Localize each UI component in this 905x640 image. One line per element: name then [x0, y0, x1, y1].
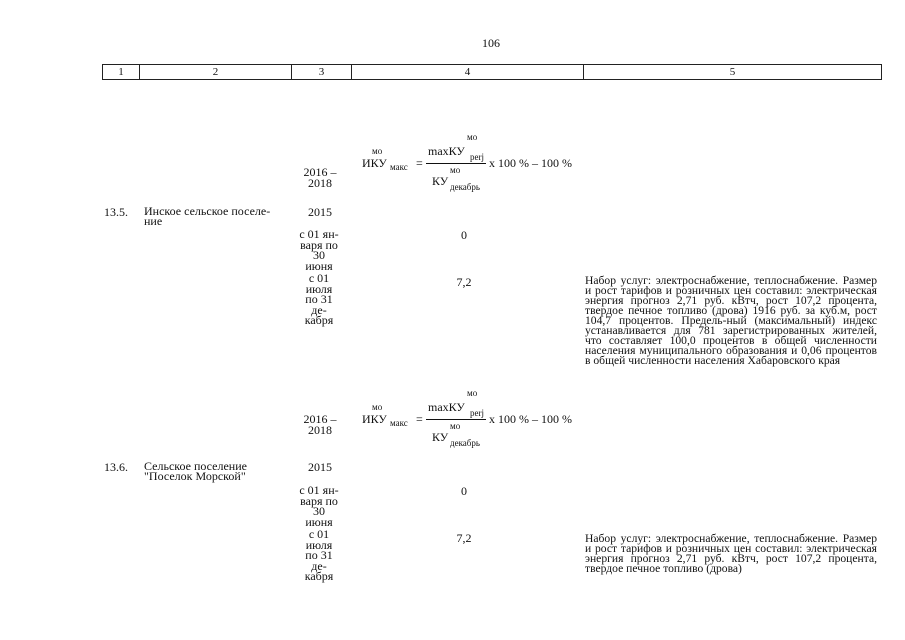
formula-den-sup: мо: [450, 421, 461, 431]
formula-equals: =: [416, 156, 423, 170]
formula-num: maxКУ: [428, 144, 465, 158]
services-note: Набор услуг: электроснабжение, теплоснабжение. Размер и рост тарифов и розничных цен составил: электрическая энергия прогноз 2,71 руб. кВтч, рост 107,2 процента, твердое печное топливо (дрова) 1916 руб. за куб.м, рост 104,7 процентов. Предель-ный (максимальный) индекс устанавливается для 781 зарегистрированных жителей, что составляет 100,0 процентов в общей численности населения муниципального образования и 0,06 процентов в общей численности населения Хабаровского края: [585, 274, 877, 367]
formula-lhs-sub: макс: [390, 162, 408, 172]
index-value-2: 7,2: [456, 275, 472, 289]
index-value-1: 0: [461, 228, 467, 242]
formula-den: КУ: [432, 430, 449, 444]
page-number: 106: [482, 36, 500, 50]
formula-num-sub: реrj: [470, 408, 484, 418]
header-col-1: 1: [118, 66, 124, 78]
years-range: 2016 – 2018: [303, 412, 337, 437]
header-col-4: 4: [351, 65, 583, 79]
period-2: с 01 июля по 31 де-кабря: [304, 271, 334, 327]
formula: [362, 389, 592, 449]
settlement-name: Инское сельское поселе-ние: [144, 204, 271, 228]
formula-equals: =: [416, 412, 423, 426]
formula-rhs: x 100 % – 100 %: [489, 412, 572, 426]
formula-lhs-sup: мо: [372, 146, 383, 156]
year-2015: 2015: [308, 205, 332, 219]
fraction-line: [426, 163, 486, 164]
formula-den-sub: декабрь: [450, 438, 480, 448]
year-2015: 2015: [308, 460, 332, 474]
years-range: 2016 – 2018: [303, 165, 337, 190]
formula-den-sup: мо: [450, 165, 461, 175]
index-value-1: 0: [461, 484, 467, 498]
formula-lhs-sup: мо: [372, 402, 383, 412]
header-col-5: 5: [583, 65, 881, 79]
fraction-line: [426, 419, 486, 420]
formula-num-sup: мо: [467, 132, 478, 142]
formula-num-sup: мо: [467, 388, 478, 398]
row-number: 13.5.: [104, 205, 128, 219]
settlement-name: Сельское поселение "Поселок Морской": [144, 459, 247, 483]
period-1: с 01 ян-варя по 30 июня: [299, 483, 339, 529]
formula-num-sub: реrj: [470, 152, 484, 162]
formula-lhs: ИКУ: [362, 412, 387, 426]
period-2: с 01 июля по 31 де-кабря: [304, 527, 334, 583]
header-col-2: 2: [139, 65, 291, 79]
header-col-3: 3: [291, 65, 351, 79]
formula: [362, 133, 592, 193]
services-note: Набор услуг: электроснабжение, теплоснабжение. Размер и рост тарифов и розничных цен составил: электрическая энергия прогноз 2,71 руб. кВтч, рост 107,2 процента, твердое печное топливо (дрова): [585, 532, 877, 575]
table-header: [102, 64, 882, 80]
formula-den-sub: декабрь: [450, 182, 480, 192]
formula-den: КУ: [432, 174, 449, 188]
formula-lhs: ИКУ: [362, 156, 387, 170]
index-value-2: 7,2: [456, 531, 472, 545]
period-1: с 01 ян-варя по 30 июня: [299, 227, 339, 273]
row-number: 13.6.: [104, 460, 128, 474]
formula-lhs-sub: макс: [390, 418, 408, 428]
formula-rhs: x 100 % – 100 %: [489, 156, 572, 170]
formula-num: maxКУ: [428, 400, 465, 414]
